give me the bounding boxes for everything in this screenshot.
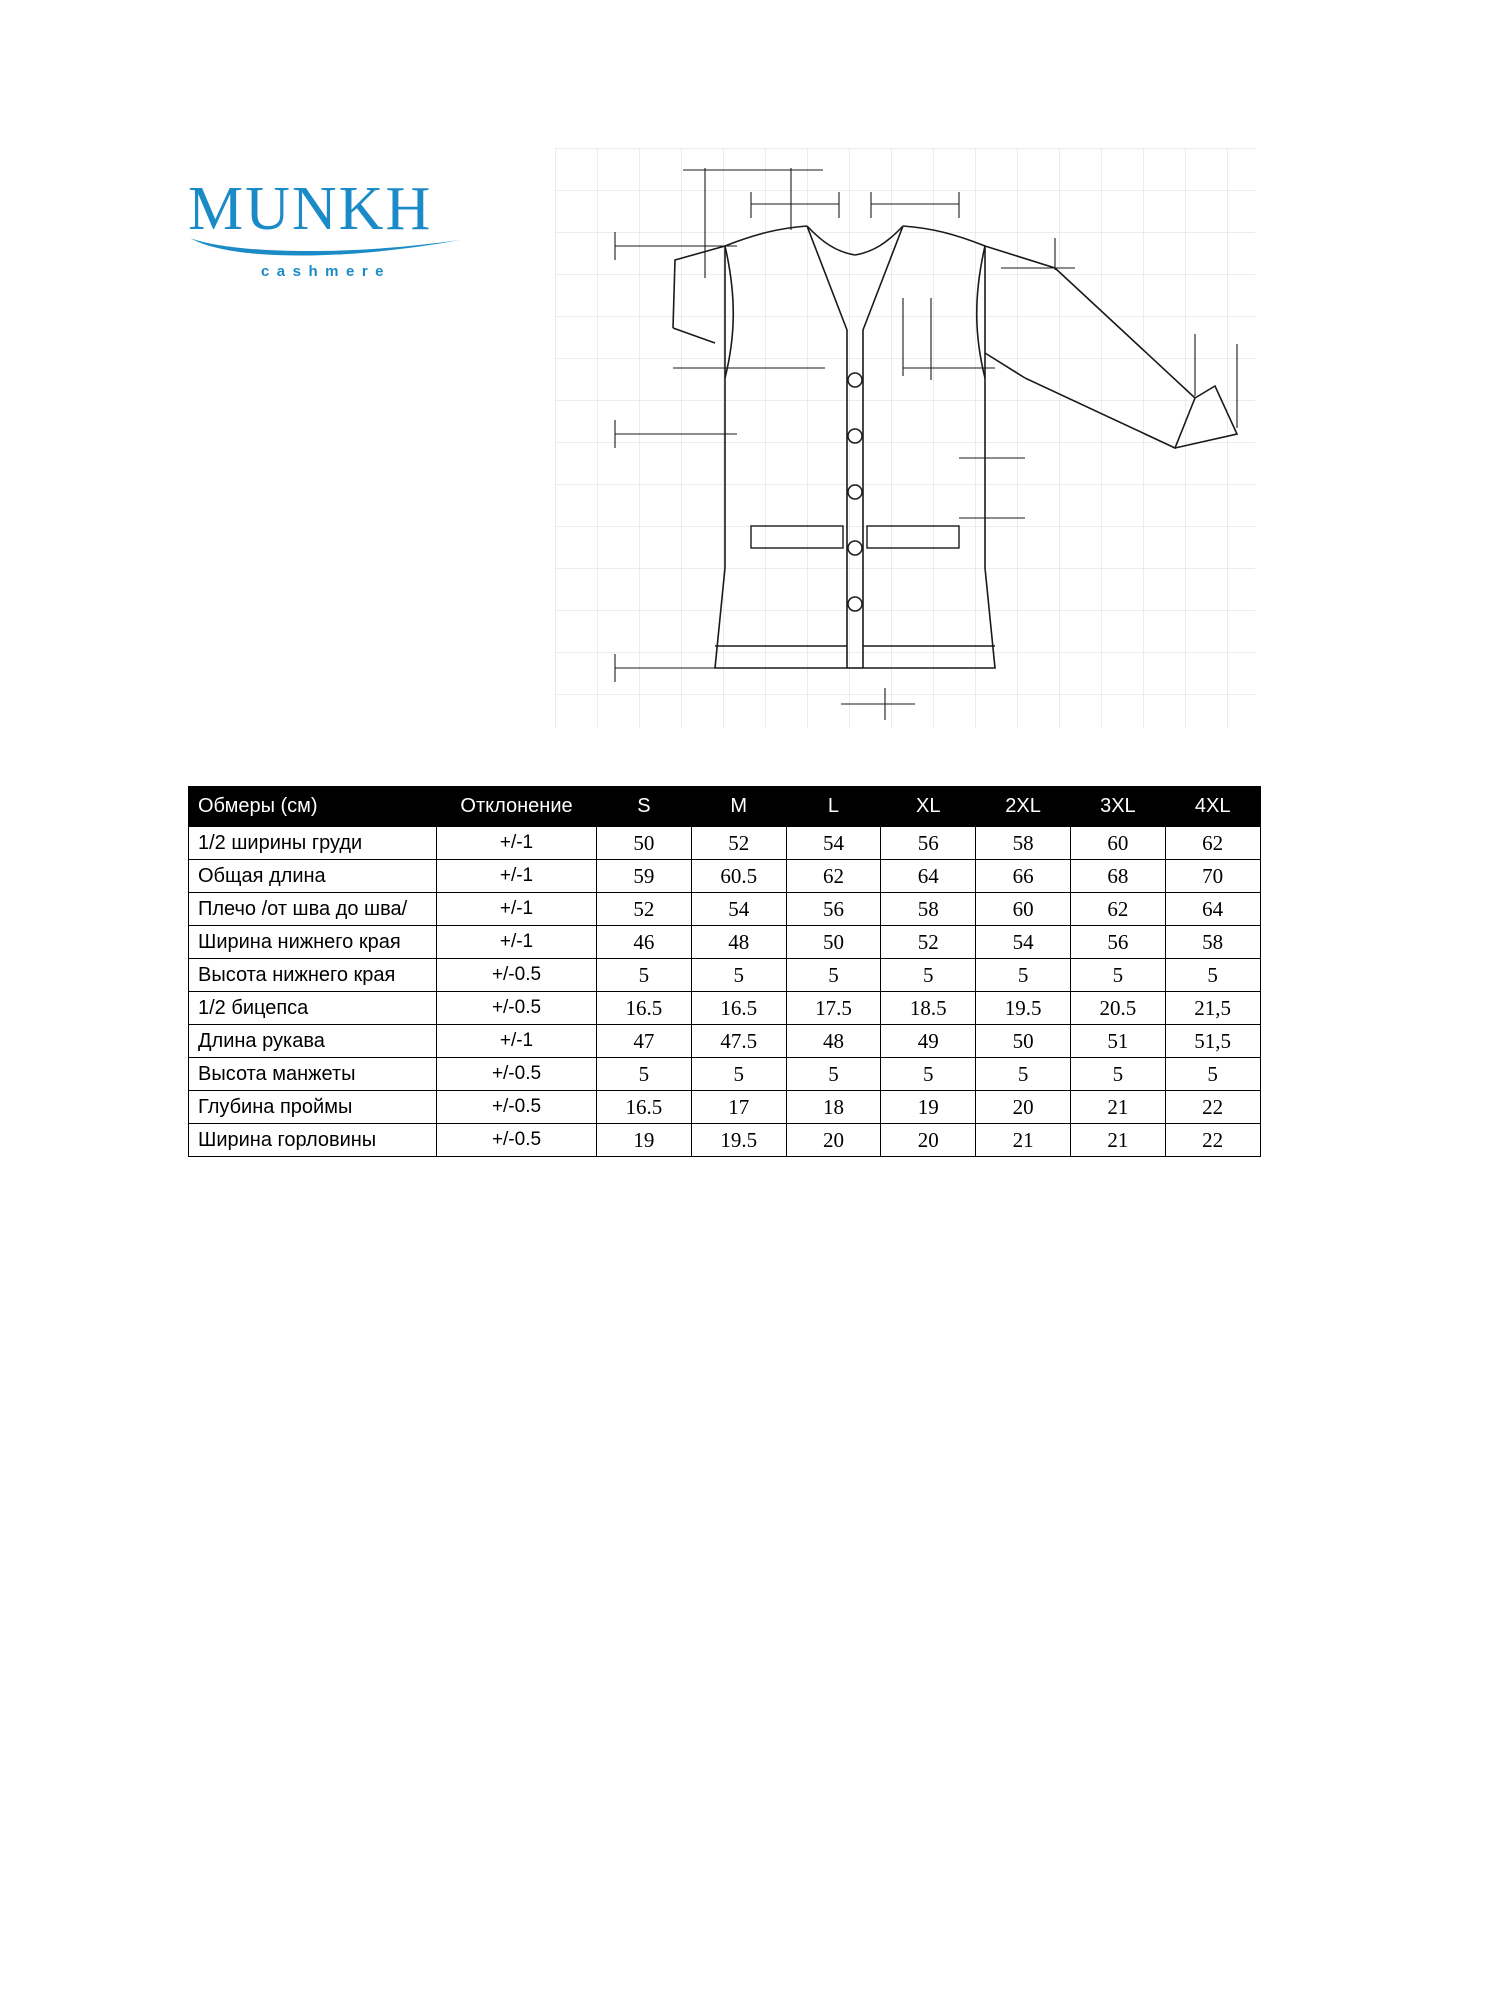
cell-l: 20 xyxy=(786,1124,881,1157)
cell-s: 19 xyxy=(597,1124,692,1157)
cell-3xl: 62 xyxy=(1070,893,1165,926)
row-param: Ширина нижнего края xyxy=(189,926,437,959)
cell-s: 46 xyxy=(597,926,692,959)
cell-s: 5 xyxy=(597,959,692,992)
cell-s: 16.5 xyxy=(597,1091,692,1124)
brand-logo xyxy=(188,175,478,280)
cell-m: 52 xyxy=(691,827,786,860)
cell-4xl: 64 xyxy=(1165,893,1260,926)
garment-technical-drawing xyxy=(555,148,1255,748)
cell-2xl: 20 xyxy=(976,1091,1071,1124)
table-header xyxy=(189,787,1261,827)
cell-2xl: 21 xyxy=(976,1124,1071,1157)
header-size-2xl: 2XL xyxy=(976,787,1071,827)
cell-2xl: 5 xyxy=(976,959,1071,992)
cell-4xl: 51,5 xyxy=(1165,1025,1260,1058)
table-row xyxy=(189,893,1261,926)
cell-2xl: 50 xyxy=(976,1025,1071,1058)
cell-4xl: 21,5 xyxy=(1165,992,1260,1025)
table-header-row xyxy=(189,787,1261,827)
cell-4xl: 5 xyxy=(1165,1058,1260,1091)
header-size-xl: XL xyxy=(881,787,976,827)
brand-name: MUNKH xyxy=(188,175,433,243)
cell-m: 47.5 xyxy=(691,1025,786,1058)
cell-m: 5 xyxy=(691,959,786,992)
cell-xl: 19 xyxy=(881,1091,976,1124)
cell-l: 54 xyxy=(786,827,881,860)
cell-4xl: 22 xyxy=(1165,1124,1260,1157)
cell-m: 19.5 xyxy=(691,1124,786,1157)
cell-s: 52 xyxy=(597,893,692,926)
row-param: Высота манжеты xyxy=(189,1058,437,1091)
cell-m: 16.5 xyxy=(691,992,786,1025)
cell-4xl: 22 xyxy=(1165,1091,1260,1124)
cell-2xl: 54 xyxy=(976,926,1071,959)
table-row xyxy=(189,959,1261,992)
cell-m: 54 xyxy=(691,893,786,926)
row-tolerance: +/-0.5 xyxy=(437,992,597,1025)
cell-3xl: 5 xyxy=(1070,959,1165,992)
cell-3xl: 20.5 xyxy=(1070,992,1165,1025)
table-row xyxy=(189,1124,1261,1157)
cell-s: 50 xyxy=(597,827,692,860)
row-tolerance: +/-1 xyxy=(437,926,597,959)
cell-2xl: 19.5 xyxy=(976,992,1071,1025)
cell-xl: 49 xyxy=(881,1025,976,1058)
table-row xyxy=(189,860,1261,893)
row-param: Плечо /от шва до шва/ xyxy=(189,893,437,926)
row-param: Ширина горловины xyxy=(189,1124,437,1157)
cell-s: 5 xyxy=(597,1058,692,1091)
cell-l: 62 xyxy=(786,860,881,893)
header-size-3xl: 3XL xyxy=(1070,787,1165,827)
cell-l: 48 xyxy=(786,1025,881,1058)
header-size-4xl: 4XL xyxy=(1165,787,1260,827)
row-tolerance: +/-1 xyxy=(437,827,597,860)
table-row xyxy=(189,1058,1261,1091)
cell-3xl: 51 xyxy=(1070,1025,1165,1058)
cell-2xl: 58 xyxy=(976,827,1071,860)
cell-s: 47 xyxy=(597,1025,692,1058)
header-size-l: L xyxy=(786,787,881,827)
size-chart-table-wrapper xyxy=(188,786,1260,1157)
cell-4xl: 5 xyxy=(1165,959,1260,992)
cell-xl: 58 xyxy=(881,893,976,926)
cell-2xl: 60 xyxy=(976,893,1071,926)
grid-background xyxy=(555,148,1255,728)
row-param: Глубина проймы xyxy=(189,1091,437,1124)
cell-3xl: 21 xyxy=(1070,1091,1165,1124)
cell-2xl: 66 xyxy=(976,860,1071,893)
logo-swoosh-icon xyxy=(188,234,464,260)
cell-s: 16.5 xyxy=(597,992,692,1025)
table-row xyxy=(189,1091,1261,1124)
row-tolerance: +/-0.5 xyxy=(437,959,597,992)
row-param: 1/2 бицепса xyxy=(189,992,437,1025)
cell-4xl: 58 xyxy=(1165,926,1260,959)
cell-3xl: 60 xyxy=(1070,827,1165,860)
table-row xyxy=(189,1025,1261,1058)
cell-m: 60.5 xyxy=(691,860,786,893)
row-param: Общая длина xyxy=(189,860,437,893)
size-chart-table xyxy=(188,786,1261,1157)
cell-l: 5 xyxy=(786,1058,881,1091)
table-row xyxy=(189,926,1261,959)
table-row xyxy=(189,827,1261,860)
row-tolerance: +/-1 xyxy=(437,1025,597,1058)
cell-xl: 5 xyxy=(881,959,976,992)
brand-tagline: cashmere xyxy=(260,263,392,280)
cell-2xl: 5 xyxy=(976,1058,1071,1091)
cell-xl: 56 xyxy=(881,827,976,860)
cell-4xl: 62 xyxy=(1165,827,1260,860)
cell-s: 59 xyxy=(597,860,692,893)
cell-3xl: 21 xyxy=(1070,1124,1165,1157)
row-tolerance: +/-0.5 xyxy=(437,1124,597,1157)
table-row xyxy=(189,992,1261,1025)
row-param: 1/2 ширины груди xyxy=(189,827,437,860)
cell-l: 18 xyxy=(786,1091,881,1124)
cell-m: 17 xyxy=(691,1091,786,1124)
row-param: Высота нижнего края xyxy=(189,959,437,992)
cell-l: 56 xyxy=(786,893,881,926)
cell-l: 5 xyxy=(786,959,881,992)
row-tolerance: +/-1 xyxy=(437,893,597,926)
cell-xl: 64 xyxy=(881,860,976,893)
cell-3xl: 56 xyxy=(1070,926,1165,959)
header-tolerance: Отклонение xyxy=(437,787,597,827)
cell-xl: 18.5 xyxy=(881,992,976,1025)
cell-m: 48 xyxy=(691,926,786,959)
cell-3xl: 5 xyxy=(1070,1058,1165,1091)
header-measurements: Обмеры (см) xyxy=(189,787,437,827)
cell-xl: 20 xyxy=(881,1124,976,1157)
cell-3xl: 68 xyxy=(1070,860,1165,893)
row-tolerance: +/-0.5 xyxy=(437,1058,597,1091)
row-param: Длина рукава xyxy=(189,1025,437,1058)
header-size-m: M xyxy=(691,787,786,827)
cell-4xl: 70 xyxy=(1165,860,1260,893)
row-tolerance: +/-0.5 xyxy=(437,1091,597,1124)
header-size-s: S xyxy=(597,787,692,827)
table-body xyxy=(189,827,1261,1157)
cell-xl: 52 xyxy=(881,926,976,959)
cell-l: 17.5 xyxy=(786,992,881,1025)
cell-l: 50 xyxy=(786,926,881,959)
cell-m: 5 xyxy=(691,1058,786,1091)
row-tolerance: +/-1 xyxy=(437,860,597,893)
cell-xl: 5 xyxy=(881,1058,976,1091)
